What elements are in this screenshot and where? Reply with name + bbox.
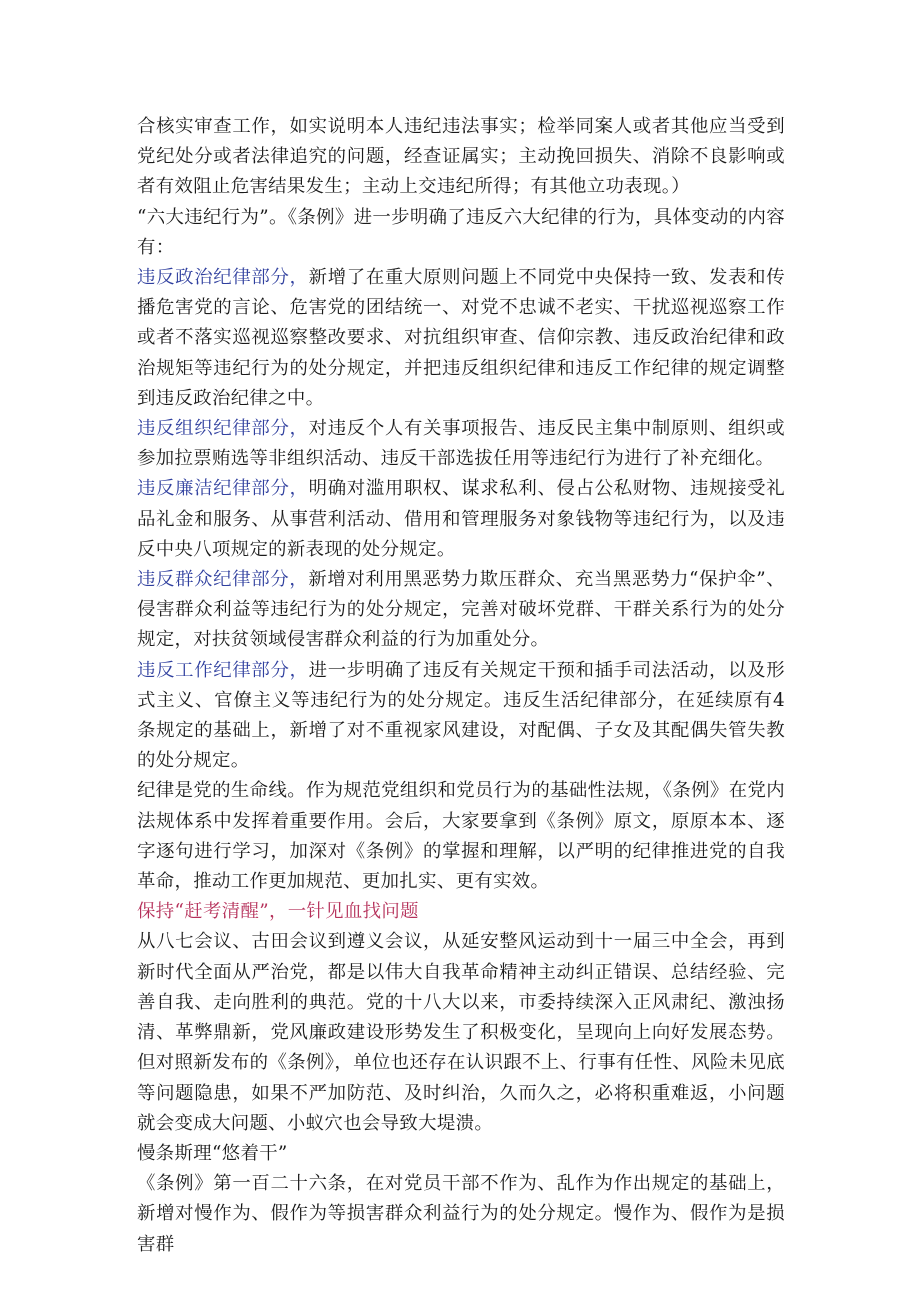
body-mass-discipline: 新增对利用黑恶势力欺压群众、充当黑恶势力“保护伞”、侵害群众利益等违纪行为的处分规定，完善对破坏党群、干群关系行为的处分规定，对扶贫领域侵害群众利益的行为加重处分。 — [137, 569, 785, 651]
paragraph-political-discipline — [137, 263, 785, 414]
paragraph-six-violations-intro: “六大违纪行为”。《条例》进一步明确了违反六大纪律的行为，具体变动的内容有： — [137, 206, 785, 258]
body-integrity-discipline: 明确对滥用职权、谋求私利、侵占公私财物、违规接受礼品礼金和服务、从事营利活动、借用和管理服务对象钱物等违纪行为，以及违反中央八项规定的新表现的处分规定。 — [137, 478, 785, 560]
paragraph-integrity-discipline — [137, 474, 785, 565]
body-political-discipline: 新增了在重大原则问题上不同党中央保持一致、发表和传播危害党的言论、危害党的团结统一、对党不忠诚不老实、干扰巡视巡察工作或者不落实巡视巡察整改要求、对抗组织审查、信仰宗教、违反政治纪律和政治规矩等违纪行为的处分规定，并把违反组织纪律和违反工作纪律的规定调整到违反政治纪律之中。 — [137, 267, 785, 409]
section-heading-exam-sobriety: 保持“赶考清醒”，一针见血找问题 — [137, 901, 419, 923]
paragraph-work-discipline — [137, 656, 785, 777]
body-organizational-discipline: 对违反个人有关事项报告、违反民主集中制原则、组织或参加拉票贿选等非组织活动、违反干部选拔任用等违纪行为进行了补充细化。 — [137, 418, 785, 470]
paragraph-article-126: 《条例》第一百二十六条，在对党员干部不作为、乱作为作出规定的基础上，新增对慢作为、假作为等损害群众利益行为的处分规定。慢作为、假作为是损害群 — [137, 1173, 785, 1255]
document-body — [137, 112, 785, 1260]
lead-political-discipline: 违反政治纪律部分， — [137, 267, 309, 289]
paragraph-mass-discipline — [137, 565, 785, 656]
body-work-discipline: 进一步明确了违反有关规定干预和插手司法活动，以及形式主义、官僚主义等违纪行为的处分规定。违反生活纪律部分，在延续原有4条规定的基础上，新增了对不重视家风建设，对配偶、子女及其配偶失管失教的处分规定。 — [137, 659, 785, 772]
paragraph-discipline-lifeline: 纪律是党的生命线。作为规范党组织和党员行为的基础性法规，《条例》在党内法规体系中发挥着重要作用。会后，大家要拿到《条例》原文，原原本本、逐字逐句进行学习，加深对《条例》的掌握和理解，以严明的纪律推进党的自我革命，推动工作更加规范、更加扎实、更有实效。 — [137, 780, 785, 893]
lead-mass-discipline: 违反群众纪律部分， — [137, 569, 309, 591]
lead-organizational-discipline: 违反组织纪律部分， — [137, 418, 309, 440]
paragraph-organizational-discipline — [137, 414, 785, 474]
lead-integrity-discipline: 违反廉洁纪律部分， — [137, 478, 309, 500]
paragraph-self-revolution: 从八七会议、古田会议到遵义会议，从延安整风运动到十一届三中全会，再到新时代全面从严治党，都是以伟大自我革命精神主动纠正错误、总结经验、完善自我、走向胜利的典范。党的十八大以来，市委持续深入正风肃纪、激浊扬清、革弊鼎新，党风廉政建设形势发生了积极变化，呈现向上向好发展态势。但对照新发布的《条例》，单位也还存在认识跟不上、行事有任性、风险未见底等问题隐患，如果不严加防范、及时纠治，久而久之，必将积重难返，小问题就会变成大问题、小蚁穴也会导致大堤溃。 — [137, 931, 785, 1134]
paragraph-verification-work: 合核实审查工作，如实说明本人违纪违法事实；检举同案人或者其他应当受到党纪处分或者法律追究的问题，经查证属实；主动挽回损失、消除不良影响或者有效阻止危害结果发生；主动上交违纪所得；有其他立功表现。） — [137, 116, 785, 198]
lead-work-discipline: 违反工作纪律部分， — [137, 659, 309, 681]
subheading-take-it-slow: 慢条斯理“悠着干” — [137, 1142, 288, 1164]
